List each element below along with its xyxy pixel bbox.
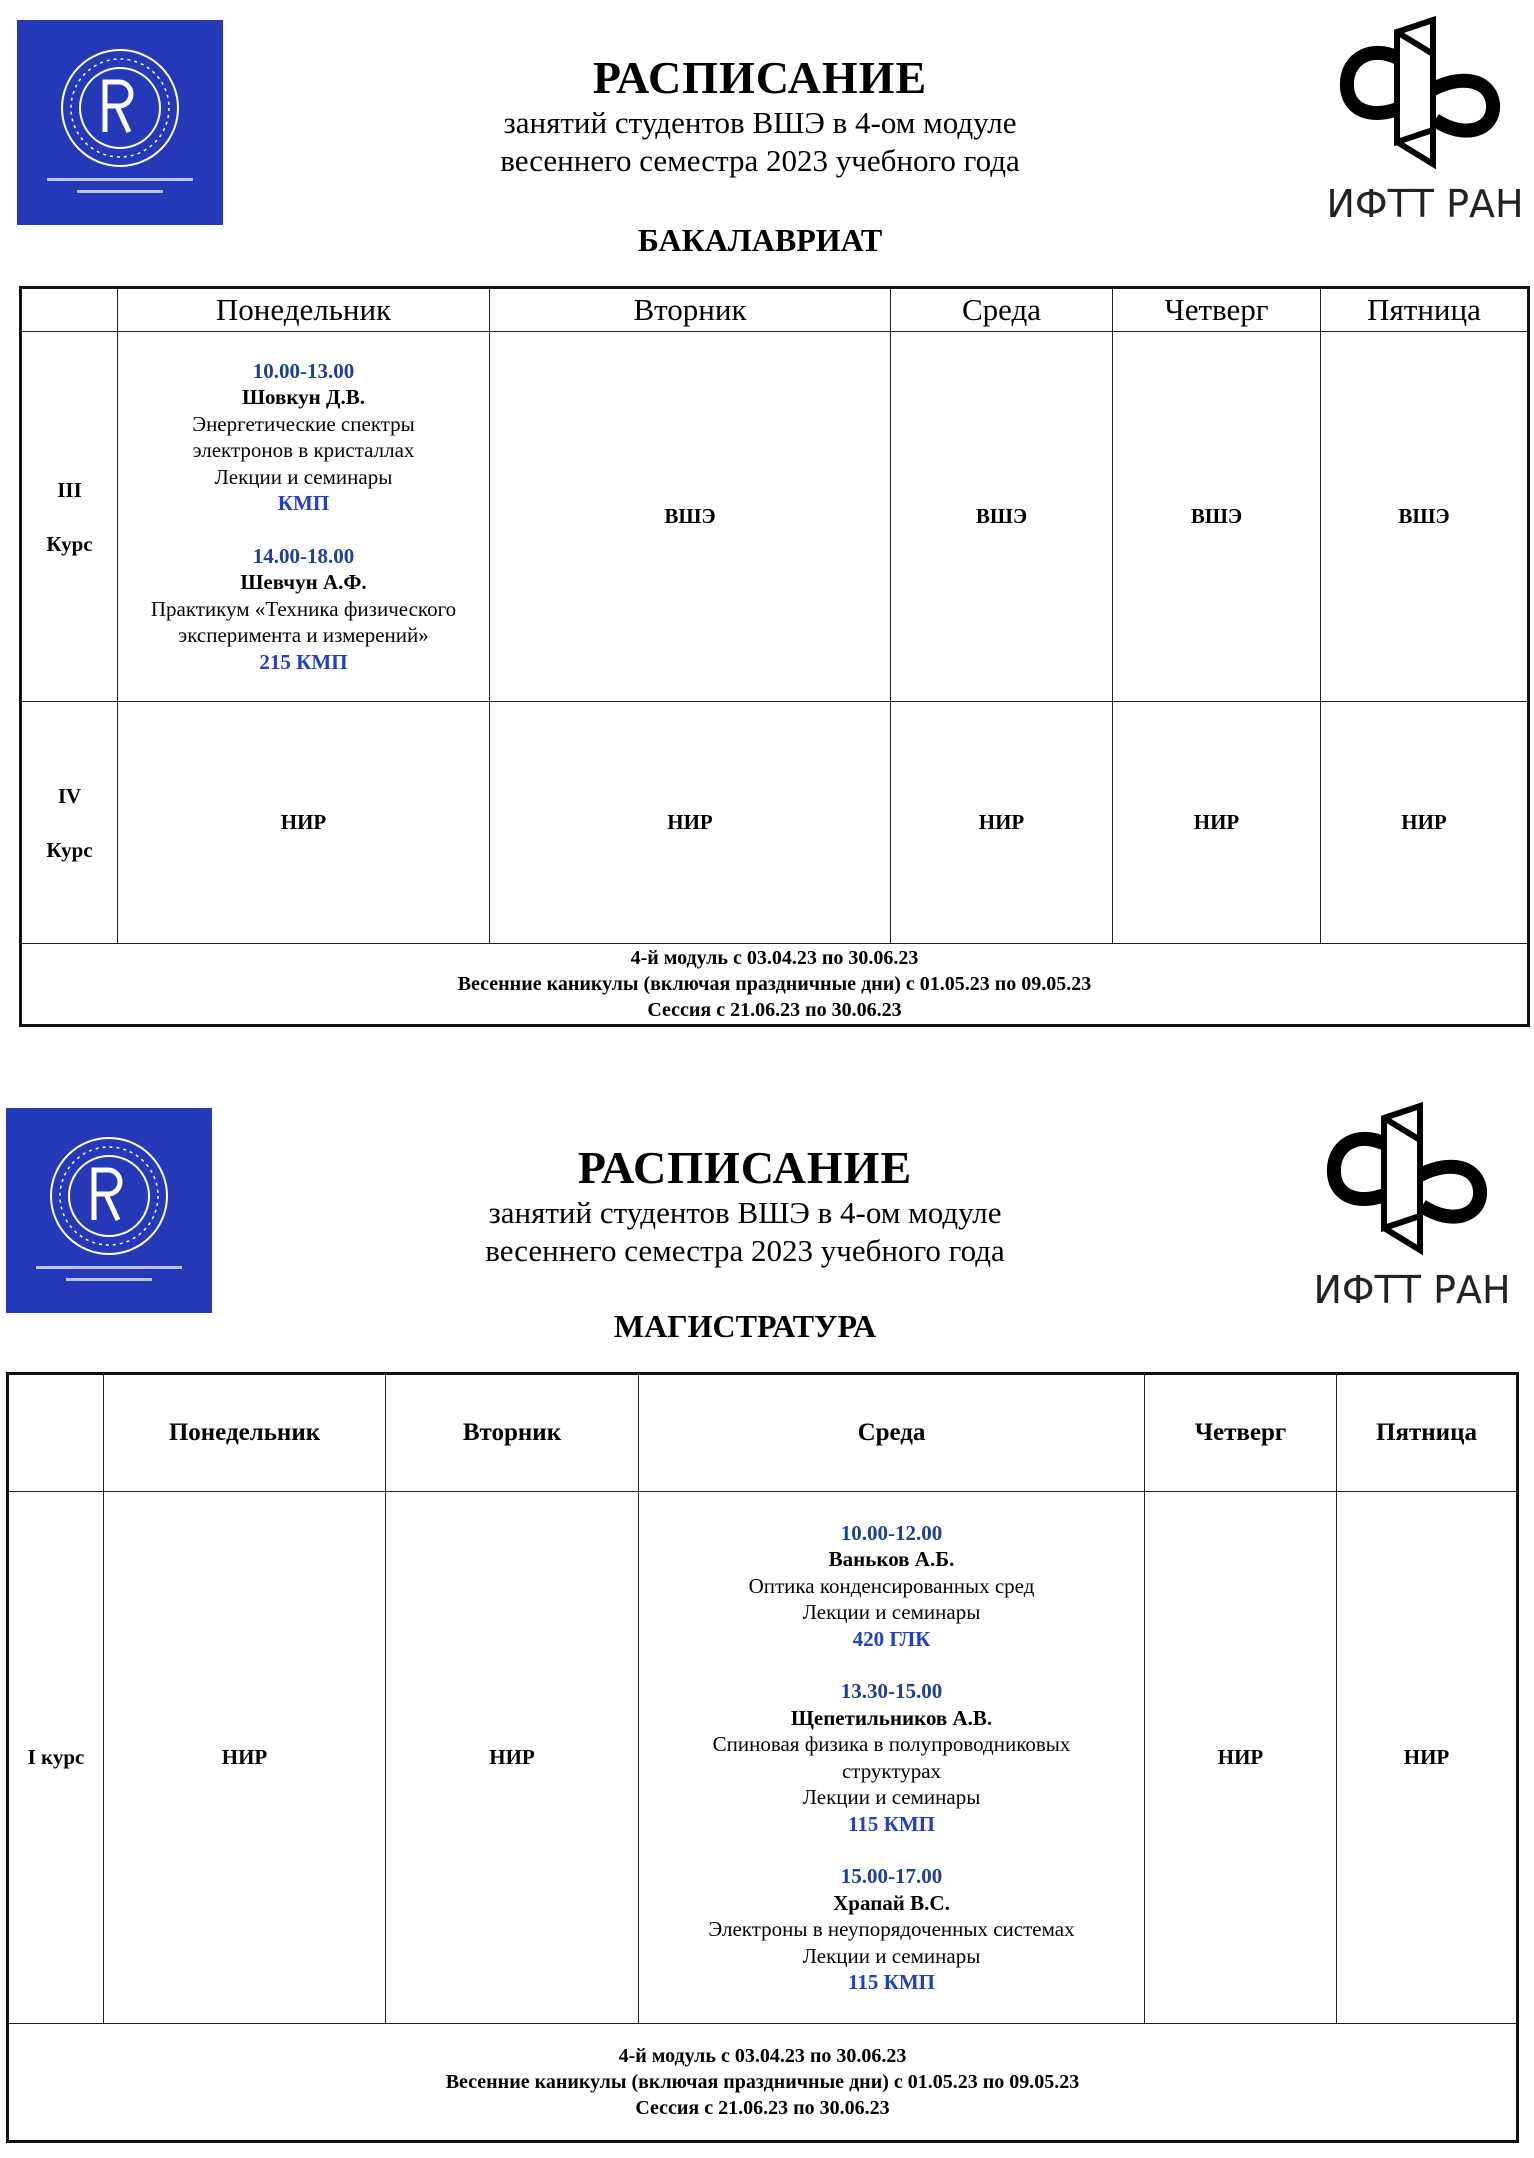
schedule-footer — [21, 944, 1529, 1026]
course-label: Курс — [46, 531, 93, 556]
lesson-kind: Лекции и семинары — [802, 1785, 981, 1809]
course-label: Курс — [46, 837, 93, 862]
lesson-room: 115 КМП — [848, 1970, 935, 1994]
header-tuesday: Вторник — [490, 288, 891, 332]
lesson-time: 10.00-12.00 — [840, 1520, 943, 1545]
course-cell: I курс — [8, 1492, 104, 2024]
lesson-room: 115 КМП — [848, 1811, 935, 1836]
monday-cell: НИР — [104, 1492, 386, 2024]
lesson-subject: структурах — [841, 1758, 942, 1783]
lesson-time: 15.00-17.00 — [840, 1864, 943, 1888]
lesson-teacher: Шовкун Д.В. — [242, 385, 365, 410]
table-row — [8, 1492, 1518, 2024]
holiday-dates: Весенние каникулы (включая праздничные дни) с 01.05.23 по 09.05.23 — [445, 2071, 1080, 2093]
course-number: IV — [57, 783, 82, 808]
header-monday: Понедельник — [104, 1374, 386, 1492]
header-friday: Пятница — [1337, 1374, 1518, 1492]
lesson-kind: Лекции и семинары — [802, 1943, 981, 1968]
module-dates: 4-й модуль с 03.04.23 по 30.06.23 — [618, 2045, 907, 2067]
lesson-subject: эксперимента и измерений» — [178, 623, 429, 648]
header-monday: Понедельник — [118, 288, 490, 332]
lesson-room: КМП — [277, 491, 330, 516]
thursday-cell: НИР — [1145, 1492, 1337, 2024]
table-row — [21, 702, 1529, 944]
ifft-logo — [1312, 1098, 1512, 1313]
lesson-subject: Практикум «Техника физического — [150, 596, 457, 621]
bachelor-title-block — [420, 52, 1100, 180]
module-dates: 4-й модуль с 03.04.23 по 30.06.23 — [630, 947, 919, 969]
corner-cell — [21, 288, 118, 332]
level-heading: БАКАЛАВРИАТ — [637, 222, 883, 258]
lesson-subject: Спиновая физика в полупроводниковых — [712, 1732, 1071, 1756]
table-row — [21, 332, 1529, 702]
session-dates: Сессия с 21.06.23 по 30.06.23 — [647, 999, 902, 1021]
hse-emblem-icon — [17, 20, 223, 225]
lesson-teacher: Ваньков А.Б. — [828, 1547, 955, 1571]
tuesday-cell: НИР — [490, 702, 891, 944]
subtitle-line-1: занятий студентов ВШЭ в 4-ом модуле — [503, 105, 1017, 140]
header-thursday: Четверг — [1113, 288, 1321, 332]
ifft-logo-text: ИФТТ РАН — [1313, 1268, 1511, 1312]
header-tuesday: Вторник — [386, 1374, 639, 1492]
monday-cell: НИР — [118, 702, 490, 944]
master-schedule-table — [6, 1372, 1519, 2143]
course-cell — [21, 702, 118, 944]
header-wednesday: Среда — [639, 1374, 1145, 1492]
tuesday-cell: ВШЭ — [490, 332, 891, 702]
lesson-room: 420 ГЛК — [852, 1626, 931, 1651]
ifft-logo — [1325, 12, 1525, 227]
level-heading: МАГИСТРАТУРА — [613, 1308, 877, 1344]
friday-cell: НИР — [1321, 702, 1529, 944]
lesson-subject: Оптика конденсированных сред — [748, 1573, 1035, 1598]
session-dates: Сессия с 21.06.23 по 30.06.23 — [635, 2097, 890, 2119]
ifft-infinity-icon — [1312, 1098, 1512, 1313]
header-wednesday: Среда — [891, 288, 1113, 332]
hse-logo — [17, 20, 223, 225]
page-title: РАСПИСАНИЕ — [577, 1142, 913, 1193]
lesson-teacher: Храпай В.С. — [833, 1890, 950, 1915]
schedule-footer — [8, 2024, 1518, 2142]
course-cell — [21, 332, 118, 702]
holiday-dates: Весенние каникулы (включая праздничные дни) с 01.05.23 по 09.05.23 — [457, 973, 1092, 995]
wednesday-cell: ВШЭ — [891, 332, 1113, 702]
subtitle-line-2: весеннего семестра 2023 учебного года — [500, 143, 1020, 178]
corner-cell — [8, 1374, 104, 1492]
header-row — [8, 1374, 1518, 1492]
lesson-subject: Электроны в неупорядоченных системах — [708, 1917, 1075, 1941]
monday-cell — [118, 332, 490, 702]
header-row — [21, 288, 1529, 332]
hse-emblem-icon — [6, 1108, 212, 1313]
thursday-cell: НИР — [1113, 702, 1321, 944]
master-title-block — [405, 1142, 1085, 1270]
subtitle-line-1: занятий студентов ВШЭ в 4-ом модуле — [488, 1195, 1002, 1230]
bachelor-schedule-table — [19, 286, 1530, 1027]
lesson-kind: Лекции и семинары — [214, 464, 393, 489]
header-thursday: Четверг — [1145, 1374, 1337, 1492]
lesson-time: 14.00-18.00 — [252, 543, 355, 568]
lesson-subject: Энергетические спектры — [192, 411, 415, 436]
lesson-time: 13.30-15.00 — [840, 1679, 943, 1703]
lesson-teacher: Щепетильников А.В. — [790, 1705, 993, 1730]
friday-cell: НИР — [1337, 1492, 1518, 2024]
lesson-time: 10.00-13.00 — [252, 358, 355, 383]
footer-row — [21, 944, 1529, 1026]
page-title: РАСПИСАНИЕ — [592, 52, 928, 103]
subtitle-line-2: весеннего семестра 2023 учебного года — [485, 1233, 1005, 1268]
footer-row — [8, 2024, 1518, 2142]
lesson-teacher: Шевчун А.Ф. — [240, 570, 367, 595]
thursday-cell: ВШЭ — [1113, 332, 1321, 702]
wednesday-cell — [639, 1492, 1145, 2024]
lesson-room: 215 КМП — [259, 649, 348, 674]
friday-cell: ВШЭ — [1321, 332, 1529, 702]
course-number: III — [57, 477, 82, 502]
hse-logo — [6, 1108, 212, 1313]
header-friday: Пятница — [1321, 288, 1529, 332]
tuesday-cell: НИР — [386, 1492, 639, 2024]
bachelor-section — [0, 0, 1534, 1040]
lesson-kind: Лекции и семинары — [802, 1600, 981, 1624]
ifft-logo-text: ИФТТ РАН — [1326, 182, 1524, 226]
ifft-infinity-icon — [1325, 12, 1525, 227]
master-section — [0, 1090, 1534, 2158]
lesson-subject: электронов в кристаллах — [192, 438, 415, 463]
wednesday-cell: НИР — [891, 702, 1113, 944]
